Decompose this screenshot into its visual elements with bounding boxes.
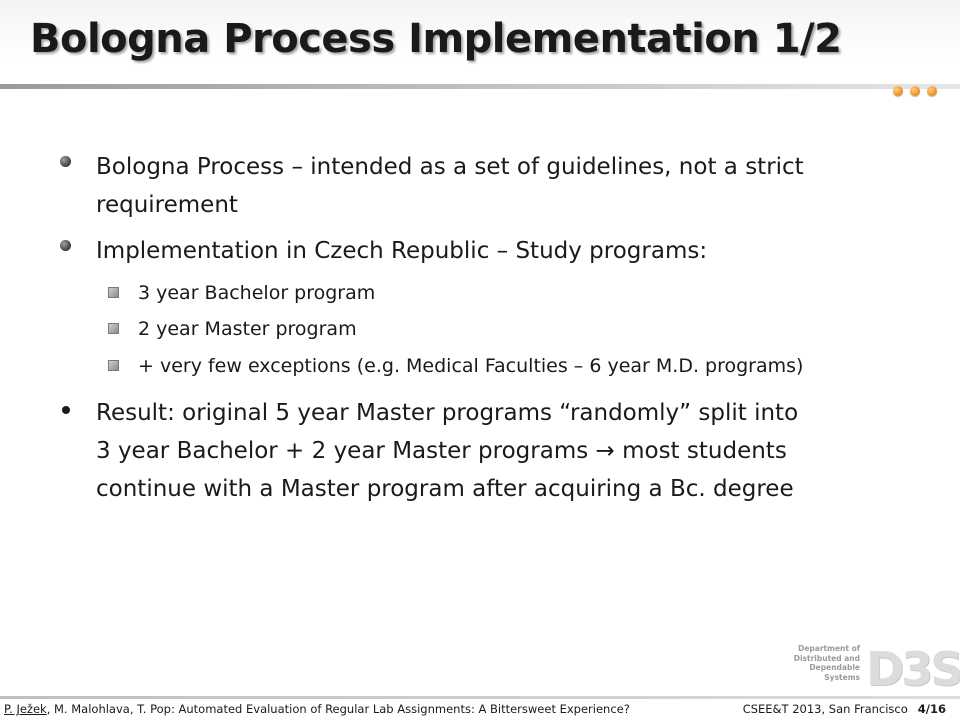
bullet-text xyxy=(96,148,896,224)
logo-line: Systems xyxy=(824,672,860,682)
sub-bullet-icon xyxy=(108,287,119,298)
sub-bullet-icon xyxy=(108,360,119,371)
slide-footer xyxy=(0,699,960,720)
dot-icon xyxy=(893,86,903,96)
sub-bullet-text: 3 year Bachelor program xyxy=(138,282,376,304)
bullet-line: Bologna Process – intended as a set of guidelines, not a strict xyxy=(96,154,804,180)
bullet-line: continue with a Master program after acquiring a Bc. degree xyxy=(96,476,794,502)
footer-venue: CSEE&T 2013, San Francisco xyxy=(742,702,908,716)
logo-line: Dependable xyxy=(809,663,860,672)
slide-title: Bologna Process Implementation 1/2 xyxy=(30,16,842,62)
bullet-text xyxy=(96,394,896,508)
slide-header xyxy=(0,0,960,86)
bullet-icon xyxy=(60,156,71,167)
d3s-logo xyxy=(778,640,958,696)
bullet-line: Implementation in Czech Republic – Study programs: xyxy=(96,238,708,264)
logo-mark: D3S xyxy=(866,642,960,696)
dot-icon xyxy=(910,86,920,96)
logo-line: Department of xyxy=(798,644,860,653)
page-number: 4/16 xyxy=(917,702,946,716)
sub-bullet-text: 2 year Master program xyxy=(138,318,357,340)
bullet-text xyxy=(96,232,896,270)
header-divider xyxy=(0,84,960,89)
footer-citation-text: , M. Malohlava, T. Pop: Automated Evaluation of Regular Lab Assignments: A Bittersweet Experience? xyxy=(46,702,630,716)
bullet-icon xyxy=(60,240,71,251)
logo-line: Distributed and xyxy=(793,653,860,663)
footer-citation xyxy=(4,702,630,716)
sub-bullet-text: + very few exceptions (e.g. Medical Faculties – 6 year M.D. programs) xyxy=(138,355,804,377)
footer-info xyxy=(743,702,946,716)
bullet-line: Result: original 5 year Master programs “randomly” split into xyxy=(96,400,799,426)
dot-icon xyxy=(927,86,937,96)
bullet-icon xyxy=(62,406,70,414)
footer-author-link[interactable]: P. Ježek xyxy=(4,702,47,716)
sub-bullet-icon xyxy=(108,323,119,334)
bullet-line: requirement xyxy=(96,192,238,218)
bullet-line: 3 year Bachelor + 2 year Master programs → most students xyxy=(96,438,787,464)
logo-caption xyxy=(778,644,860,682)
